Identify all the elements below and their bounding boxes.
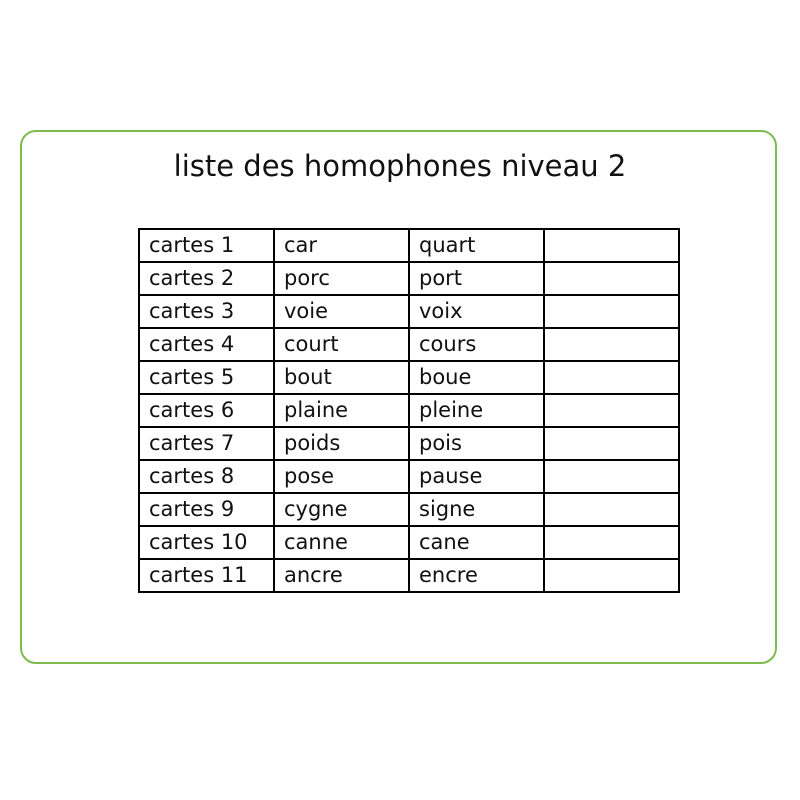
table-row [139, 493, 679, 526]
empty-cell [544, 493, 679, 526]
empty-cell [544, 262, 679, 295]
word-cell: signe [409, 493, 544, 526]
card-label-cell: cartes 1 [139, 229, 274, 262]
table-row [139, 262, 679, 295]
empty-cell [544, 328, 679, 361]
word-cell: poids [274, 427, 409, 460]
table-row [139, 328, 679, 361]
table-row [139, 460, 679, 493]
empty-cell [544, 427, 679, 460]
page-title: liste des homophones niveau 2 [173, 149, 627, 183]
word-cell: boue [409, 361, 544, 394]
card-label-cell: cartes 4 [139, 328, 274, 361]
word-cell: port [409, 262, 544, 295]
card-label-cell: cartes 11 [139, 559, 274, 592]
word-cell: cours [409, 328, 544, 361]
word-cell: pose [274, 460, 409, 493]
card-label-cell: cartes 9 [139, 493, 274, 526]
word-cell: pois [409, 427, 544, 460]
empty-cell [544, 526, 679, 559]
homophones-table [138, 228, 680, 593]
word-cell: court [274, 328, 409, 361]
word-cell: cane [409, 526, 544, 559]
word-cell: ancre [274, 559, 409, 592]
word-cell: voie [274, 295, 409, 328]
card-label-cell: cartes 6 [139, 394, 274, 427]
empty-cell [544, 460, 679, 493]
word-cell: porc [274, 262, 409, 295]
empty-cell [544, 295, 679, 328]
card-label-cell: cartes 3 [139, 295, 274, 328]
word-cell: bout [274, 361, 409, 394]
word-cell: cygne [274, 493, 409, 526]
table-row [139, 295, 679, 328]
word-cell: encre [409, 559, 544, 592]
card-label-cell: cartes 8 [139, 460, 274, 493]
word-cell: pleine [409, 394, 544, 427]
word-cell: pause [409, 460, 544, 493]
table-row [139, 361, 679, 394]
card-label-cell: cartes 7 [139, 427, 274, 460]
word-cell: car [274, 229, 409, 262]
table-row [139, 559, 679, 592]
word-cell: plaine [274, 394, 409, 427]
table-row [139, 229, 679, 262]
table-row [139, 394, 679, 427]
word-cell: voix [409, 295, 544, 328]
word-cell: quart [409, 229, 544, 262]
word-cell: canne [274, 526, 409, 559]
table-row [139, 427, 679, 460]
empty-cell [544, 361, 679, 394]
empty-cell [544, 559, 679, 592]
empty-cell [544, 229, 679, 262]
card-label-cell: cartes 2 [139, 262, 274, 295]
table-row [139, 526, 679, 559]
card-label-cell: cartes 10 [139, 526, 274, 559]
card-label-cell: cartes 5 [139, 361, 274, 394]
empty-cell [544, 394, 679, 427]
